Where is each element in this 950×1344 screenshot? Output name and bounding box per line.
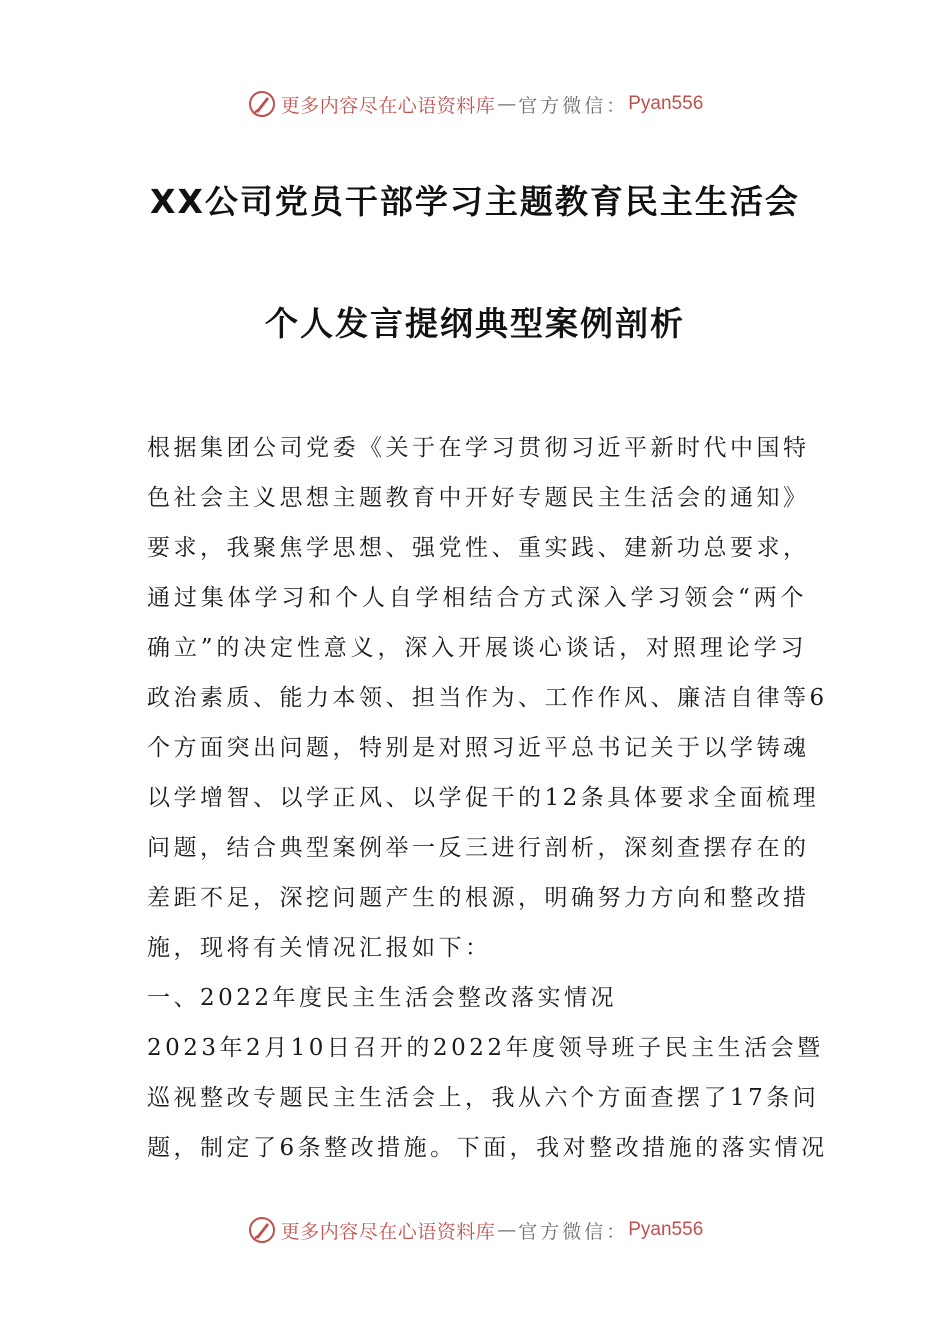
body-line: 根据集团公司党委《关于在学习贯彻习近平新时代中国特 bbox=[147, 435, 810, 461]
header-banner bbox=[0, 84, 950, 124]
body-line: 政治素质、能力本领、担当作为、工作作风、廉洁自律等6 bbox=[147, 685, 828, 711]
body-line: 确立”的决定性意义，深入开展谈心谈话，对照理论学习 bbox=[147, 635, 807, 661]
body-line: 巡视整改专题民主生活会上，我从六个方面查摆了17条问 bbox=[147, 1085, 820, 1111]
banner-wechat-id: Pyan556 bbox=[628, 1219, 704, 1240]
body-line: 通过集体学习和个人自学相结合方式深入学习领会“两个 bbox=[147, 585, 807, 611]
banner-wechat-id: Pyan556 bbox=[628, 93, 704, 114]
document-title-line-1: XX公司党员干部学习主题教育民主生活会 bbox=[150, 182, 800, 221]
body-line: 色社会主义思想主题教育中开好专题民主生活会的通知》 bbox=[147, 485, 810, 511]
body-line: 要求，我聚焦学思想、强党性、重实践、建新功总要求， bbox=[147, 535, 810, 561]
body-line: 题，制定了6条整改措施。下面，我对整改措施的落实情况 bbox=[147, 1135, 828, 1161]
banner-wechat-label: 官方微信： bbox=[518, 1220, 629, 1243]
banner-dash: — bbox=[497, 93, 517, 115]
body-line: 施，现将有关情况汇报如下： bbox=[147, 935, 492, 961]
banner-site-text: 更多内容尽在心语资料库 bbox=[280, 94, 496, 117]
banner-dash: — bbox=[497, 1219, 517, 1241]
footer-banner bbox=[0, 1210, 950, 1250]
quill-logo-icon bbox=[247, 1215, 277, 1245]
body-line: 差距不足，深挖问题产生的根源，明确努力方向和整改措 bbox=[147, 885, 810, 911]
body-line: 个方面突出问题，特别是对照习近平总书记关于以学铸魂 bbox=[147, 735, 810, 761]
document-body bbox=[147, 423, 828, 1173]
section-heading: 一、2022年度民主生活会整改落实情况 bbox=[147, 985, 618, 1011]
document-title-line-2: 个人发言提纲典型案例剖析 bbox=[265, 304, 685, 343]
body-line: 以学增智、以学正风、以学促干的12条具体要求全面梳理 bbox=[147, 785, 820, 811]
body-line: 2023年2月10日召开的2022年度领导班子民主生活会暨 bbox=[147, 1035, 824, 1061]
quill-logo-icon bbox=[247, 89, 277, 119]
banner-site-text: 更多内容尽在心语资料库 bbox=[280, 1220, 496, 1243]
body-line: 问题，结合典型案例举一反三进行剖析，深刻查摆存在的 bbox=[147, 835, 810, 861]
banner-wechat-label: 官方微信： bbox=[518, 94, 629, 117]
